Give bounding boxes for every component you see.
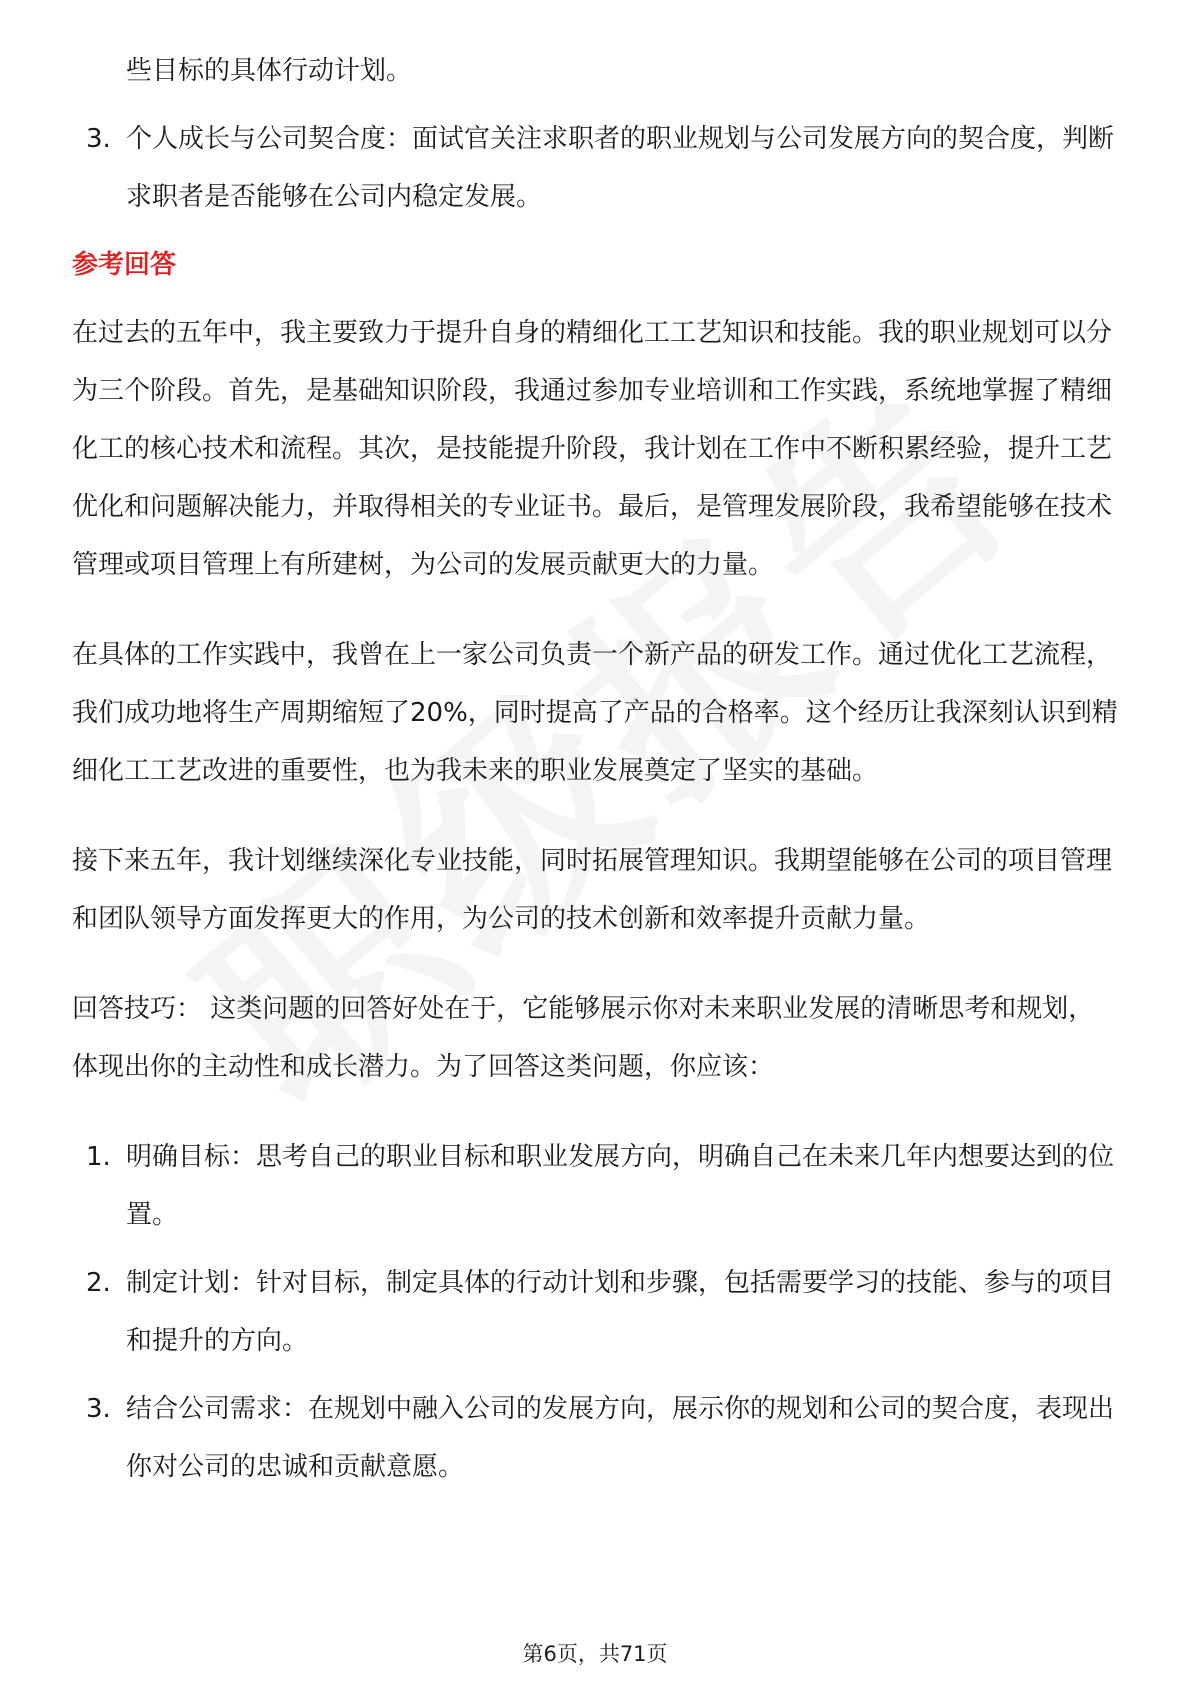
list-number: 2. (86, 1268, 111, 1298)
list-item-text: 结合公司需求：在规划中融入公司的发展方向，展示你的规划和公司的契合度，表现出你对公司的忠诚和贡献意愿。 (126, 1394, 1115, 1482)
list-item-text: 些目标的具体行动计划。 (126, 56, 413, 86)
paragraph: 在过去的五年中，我主要致力于提升自身的精细化工工艺知识和技能。我的职业规划可以分为三个阶段。首先，是基础知识阶段，我通过参加专业培训和工作实践，系统地掌握了精细化工的核心技术和流程。其次，是技能提升阶段，我计划在工作中不断积累经验，提升工艺优化和问题解决能力，并取得相关的专业证书。最后，是管理发展阶段，我希望能够在技术管理或项目管理上有所建树，为公司的发展贡献更大的力量。 (72, 318, 1113, 580)
list-number: 3. (86, 1394, 111, 1424)
list-item (72, 1254, 1118, 1370)
list-item-text: 个人成长与公司契合度：面试官关注求职者的职业规划与公司发展方向的契合度，判断求职者是否能够在公司内稳定发展。 (126, 124, 1115, 212)
page-content (72, 42, 1118, 1496)
list-item (72, 1380, 1118, 1496)
list-item-continued (72, 42, 1118, 100)
paragraph: 在具体的工作实践中，我曾在上一家公司负责一个新产品的研发工作。通过优化工艺流程，我们成功地将生产周期缩短了20%，同时提高了产品的合格率。这个经历让我深刻认识到精细化工工艺改进的重要性，也为我未来的职业发展奠定了坚实的基础。 (72, 640, 1118, 786)
paragraph: 回答技巧： 这类问题的回答好处在于，它能够展示你对未来职业发展的清晰思考和规划，体现出你的主动性和成长潜力。为了回答这类问题，你应该： (72, 994, 1095, 1082)
page-number-footer: 第6页，共71页 (522, 1642, 668, 1666)
list-number: 1. (86, 1142, 111, 1172)
list-item-text: 明确目标：思考自己的职业目标和职业发展方向，明确自己在未来几年内想要达到的位置。 (126, 1142, 1115, 1230)
list-item-text: 制定计划：针对目标，制定具体的行动计划和步骤，包括需要学习的技能、参与的项目和提升的方向。 (126, 1268, 1115, 1356)
list-item (72, 1128, 1118, 1244)
list-number: 3. (86, 124, 111, 154)
section-heading: 参考回答 (72, 250, 177, 280)
list-item (72, 110, 1118, 226)
paragraph: 接下来五年，我计划继续深化专业技能，同时拓展管理知识。我期望能够在公司的项目管理和团队领导方面发挥更大的作用，为公司的技术创新和效率提升贡献力量。 (72, 846, 1113, 934)
